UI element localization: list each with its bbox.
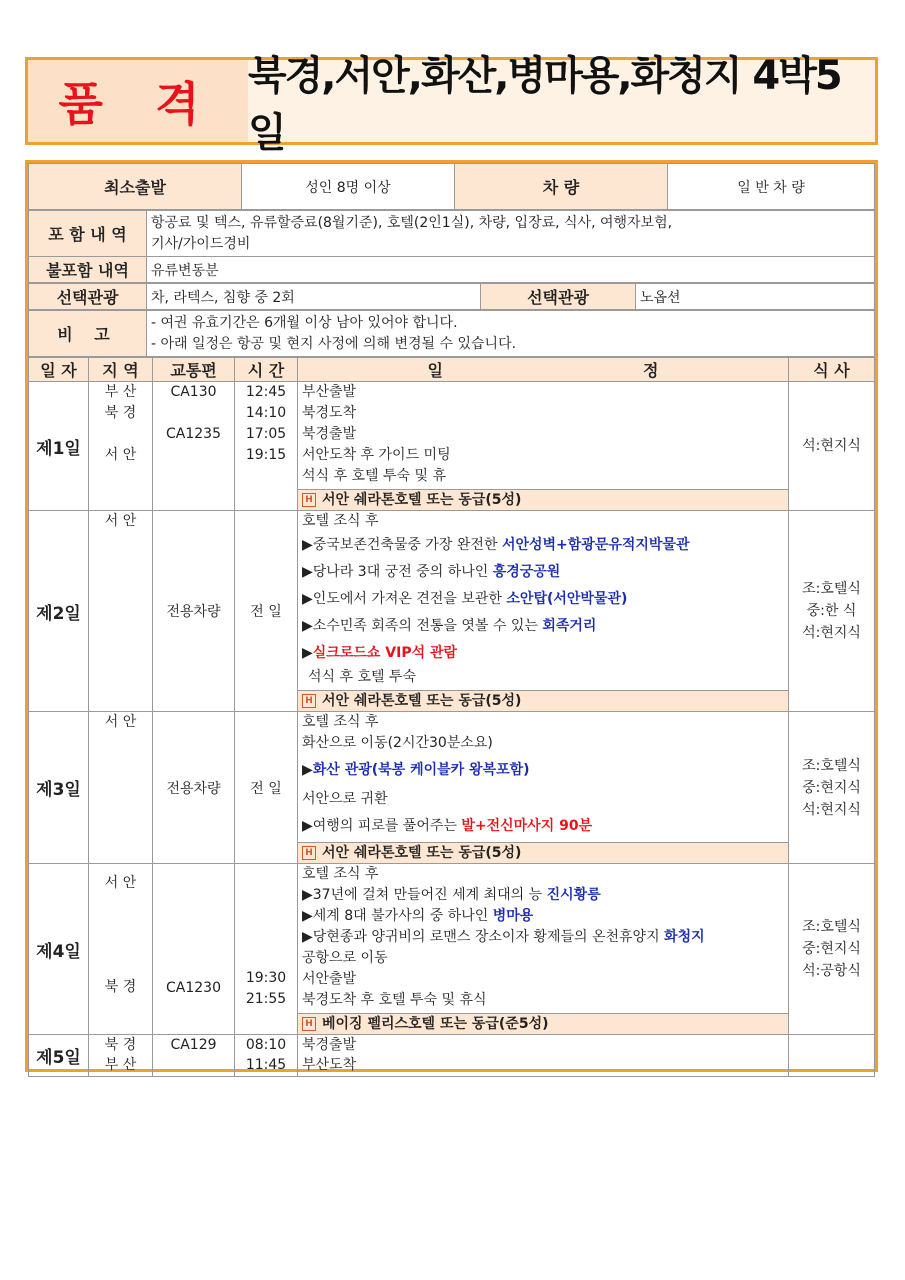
region: 북 경 — [104, 1037, 137, 1053]
day-row — [29, 382, 875, 511]
schedule-line: 서안으로 귀환 — [302, 791, 388, 807]
region-cell — [89, 511, 153, 712]
note-line: - 여권 유효기간은 6개월 이상 남아 있어야 합니다. — [151, 314, 458, 331]
option-tour-label-2: 선택관광 — [481, 284, 636, 310]
schedule-line: 부산도착 — [302, 1057, 357, 1073]
option-table — [28, 283, 875, 310]
time: 14:10 — [245, 405, 287, 421]
time-cell — [235, 382, 298, 511]
schedule-line: 서안도착 후 가이드 미팅 — [302, 447, 451, 463]
hotel-line — [298, 1013, 788, 1034]
transport-cell — [153, 1035, 235, 1077]
time: 08:10 — [245, 1037, 287, 1053]
meal: 조:호텔식 — [802, 757, 861, 774]
transport-cell: 전용차량 — [153, 712, 235, 864]
hotel-line — [298, 690, 788, 711]
time-cell: 전 일 — [235, 511, 298, 712]
region: 부 산 — [104, 1057, 137, 1073]
day-label: 제5일 — [29, 1035, 89, 1077]
transport-cell — [153, 864, 235, 1035]
region-cell — [89, 382, 153, 511]
schedule-line: 호텔 조식 후 — [302, 714, 379, 730]
hotel-icon: H — [302, 1017, 316, 1031]
hotel-name: 서안 쉐라톤호텔 또는 동급(5성) — [322, 492, 522, 508]
transport-cell: 전용차량 — [153, 511, 235, 712]
schedule-line: ▶실크로드쇼 VIP석 관람 — [302, 645, 458, 661]
meal: 석:공항식 — [802, 963, 861, 979]
hotel-line — [298, 842, 788, 863]
meal: 중:한 식 — [806, 603, 857, 619]
region: 북 경 — [104, 979, 137, 995]
col-schedule — [298, 358, 789, 382]
itinerary-frame — [25, 160, 878, 1072]
detail-table — [28, 210, 875, 283]
region: 부 산 — [104, 384, 137, 400]
transport-cell — [153, 382, 235, 511]
meal-cell — [789, 511, 875, 712]
col-transport: 교통편 — [153, 358, 235, 382]
hotel-name: 서안 쉐라톤호텔 또는 동급(5성) — [322, 693, 522, 709]
include-label: 포 함 내 역 — [29, 211, 147, 257]
col-meal: 식 사 — [789, 358, 875, 382]
schedule-cell — [298, 864, 789, 1035]
time-cell: 전 일 — [235, 712, 298, 864]
note-table — [28, 310, 875, 357]
schedule-line: 호텔 조식 후 — [302, 866, 379, 882]
flight: CA129 — [170, 1037, 217, 1053]
col-schedule-b: 정 — [643, 361, 659, 380]
meal: 석:현지식 — [802, 438, 861, 454]
hotel-icon: H — [302, 694, 316, 708]
region-cell — [89, 1035, 153, 1077]
col-region: 지 역 — [89, 358, 153, 382]
exclude-value: 유류변동분 — [147, 257, 875, 283]
region: 서 안 — [104, 513, 137, 529]
meal: 중:현지식 — [802, 941, 861, 957]
grade-badge: 품 격 — [28, 60, 248, 142]
col-schedule-a: 일 — [427, 361, 443, 380]
region: 서 안 — [104, 714, 137, 730]
schedule-line: 석식 후 호텔 투숙 및 휴 — [302, 468, 446, 484]
schedule-line: 화산으로 이동(2시간30분소요) — [302, 735, 493, 751]
schedule-cell — [298, 1035, 789, 1077]
day-row — [29, 511, 875, 712]
meal-cell — [789, 864, 875, 1035]
schedule-line: ▶세계 8대 불가사의 중 하나인 병마용 — [302, 908, 534, 924]
region: 북 경 — [104, 405, 137, 421]
min-departure-value: 성인 8명 이상 — [242, 164, 455, 210]
time-cell — [235, 864, 298, 1035]
schedule-line: 석식 후 호텔 투숙 — [308, 669, 417, 685]
schedule-line: ▶인도에서 가져온 견전을 보관한 소안탑(서안박물관) — [302, 591, 628, 607]
meal-cell — [789, 712, 875, 864]
schedule-cell — [298, 712, 789, 864]
day-label: 제2일 — [29, 511, 89, 712]
include-line: 항공료 및 텍스, 유류할증료(8월기준), 호텔(2인1실), 차량, 입장료, 식사, 여행자보험, — [151, 214, 673, 231]
day-row — [29, 712, 875, 864]
exclude-label: 불포함 내역 — [29, 257, 147, 283]
time-cell — [235, 1035, 298, 1077]
schedule-line: 북경출발 — [302, 426, 357, 442]
tour-title: 북경,서안,화산,병마용,화청지 4박5일 — [248, 60, 875, 142]
schedule-line: 북경도착 후 호텔 투숙 및 휴식 — [302, 992, 487, 1008]
vehicle-value: 일 반 차 량 — [668, 164, 875, 210]
schedule-cell — [298, 382, 789, 511]
option-tour-value: 차, 라텍스, 침향 중 2회 — [147, 284, 481, 310]
option-tour-value-2: 노옵션 — [636, 284, 875, 310]
note-label: 비 고 — [29, 311, 147, 357]
meal: 석:현지식 — [802, 625, 861, 641]
meal: 중:현지식 — [802, 779, 861, 796]
schedule-line: 북경도착 — [302, 405, 357, 421]
region: 서 안 — [104, 447, 137, 463]
vehicle-label: 차 량 — [455, 164, 668, 210]
meal-cell — [789, 382, 875, 511]
flight: CA1230 — [166, 980, 221, 996]
region-cell — [89, 712, 153, 864]
flight: CA1235 — [166, 426, 221, 442]
time: 19:30 — [245, 970, 287, 986]
hotel-icon: H — [302, 493, 316, 507]
schedule-line: ▶중국보존건축물중 가장 완전한 서안성벽+함광문유적지박물관 — [302, 537, 690, 553]
hotel-line — [298, 489, 788, 510]
hotel-name: 베이징 펠리스호텔 또는 동급(준5성) — [322, 1016, 549, 1032]
meal: 조:호텔식 — [802, 581, 861, 597]
day-row — [29, 1035, 875, 1077]
include-line: 기사/가이드경비 — [151, 235, 251, 252]
time: 11:45 — [245, 1057, 287, 1073]
title-banner — [25, 53, 878, 156]
schedule-line: 북경출발 — [302, 1037, 357, 1053]
schedule-line: 공항으로 이동 — [302, 950, 388, 966]
note-value — [147, 311, 875, 357]
schedule-table — [28, 357, 875, 1077]
day-row — [29, 864, 875, 1035]
hotel-icon: H — [302, 846, 316, 860]
schedule-line: ▶당나라 3대 궁전 중의 하나인 흥경궁공원 — [302, 564, 561, 580]
schedule-line: ▶화산 관광(북봉 케이블카 왕복포함) — [302, 762, 530, 778]
day-label: 제1일 — [29, 382, 89, 511]
schedule-line: 호텔 조식 후 — [302, 513, 379, 529]
meal-cell — [789, 1035, 875, 1077]
time: 19:15 — [245, 447, 287, 463]
meal: 조:호텔식 — [802, 919, 861, 935]
hotel-name: 서안 쉐라톤호텔 또는 동급(5성) — [322, 845, 522, 861]
schedule-line: 부산출발 — [302, 384, 357, 400]
time: 12:45 — [245, 384, 287, 400]
day-label: 제4일 — [29, 864, 89, 1035]
region: 서 안 — [104, 875, 137, 891]
col-day: 일 자 — [29, 358, 89, 382]
note-line: - 아래 일정은 항공 및 현지 사정에 의해 변경될 수 있습니다. — [151, 335, 517, 352]
schedule-cell — [298, 511, 789, 712]
meal: 석:현지식 — [802, 801, 861, 818]
info-table — [28, 163, 875, 210]
min-departure-label: 최소출발 — [29, 164, 242, 210]
schedule-line: ▶소수민족 회족의 전통을 엿볼 수 있는 회족거리 — [302, 618, 597, 634]
day-label: 제3일 — [29, 712, 89, 864]
schedule-line: ▶37년에 걸쳐 만들어진 세계 최대의 능 진시황릉 — [302, 887, 601, 903]
flight: CA130 — [170, 384, 217, 400]
region-cell — [89, 864, 153, 1035]
schedule-line: ▶여행의 피로를 풀어주는 발+전신마사지 90분 — [302, 818, 593, 834]
time: 21:55 — [245, 991, 287, 1007]
option-tour-label: 선택관광 — [29, 284, 147, 310]
time: 17:05 — [245, 426, 287, 442]
include-value — [147, 211, 875, 257]
schedule-line: 서안출발 — [302, 971, 357, 987]
col-time: 시 간 — [235, 358, 298, 382]
schedule-line: ▶당현종과 양귀비의 로맨스 장소이자 황제들의 온천휴양지 화청지 — [302, 929, 705, 945]
